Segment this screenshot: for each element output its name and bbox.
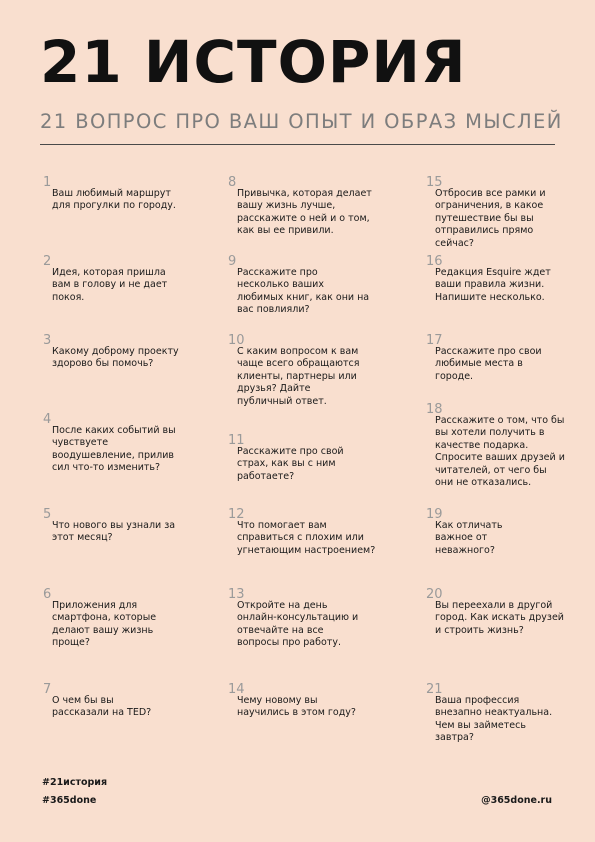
question-item [426, 402, 585, 489]
question-number: 9 [228, 254, 237, 269]
question-text: Расскажите про свои любимые места в городе. [435, 346, 542, 382]
question-text: После каких событий вы чувствуете воодушевление, прилив сил что-то изменить? [52, 425, 176, 474]
question-number: 20 [426, 587, 443, 602]
question-text: Редакция Esquire ждет ваши правила жизни. Напишите несколько. [435, 267, 551, 303]
question-item [228, 682, 387, 720]
question-item [228, 333, 387, 408]
divider [40, 144, 555, 145]
question-item [426, 587, 585, 637]
site-handle: @365done.ru [481, 795, 552, 806]
question-number: 12 [228, 507, 245, 522]
question-text: Идея, которая пришла вам в голову и не дает покоя. [52, 267, 168, 303]
question-number: 3 [43, 333, 52, 348]
question-number: 2 [43, 254, 52, 269]
question-number: 1 [43, 175, 52, 190]
question-text: С каким вопросом к вам чаще всего обращаются клиенты, партнеры или друзья? Дайте публичный ответ. [237, 346, 360, 407]
question-item [43, 175, 202, 213]
hashtag-365done: #365done [42, 795, 97, 806]
question-number: 16 [426, 254, 443, 269]
page-title: 21 ИСТОРИЯ [40, 28, 467, 96]
question-item [426, 333, 585, 383]
page-subtitle: 21 ВОПРОС ПРО ВАШ ОПЫТ И ОБРАЗ МЫСЛЕЙ [40, 110, 563, 133]
question-item [228, 254, 387, 317]
question-number: 13 [228, 587, 245, 602]
question-text: О чем бы вы рассказали на TED? [52, 695, 152, 719]
question-text: Расскажите про свой страх, как вы с ним работаете? [237, 446, 344, 482]
question-number: 5 [43, 507, 52, 522]
question-number: 11 [228, 433, 245, 448]
hashtag-21istoriya: #21история [42, 777, 108, 788]
question-number: 18 [426, 402, 443, 417]
question-text: Привычка, которая делает вашу жизнь лучше, расскажите о ней и о том, как вы ее привили. [237, 188, 372, 237]
question-item [228, 587, 387, 650]
question-item [228, 175, 387, 238]
question-item [43, 682, 202, 720]
question-item [43, 412, 202, 475]
question-item [426, 682, 585, 745]
question-number: 6 [43, 587, 52, 602]
question-text: Ваш любимый маршрут для прогулки по городу. [52, 188, 176, 212]
question-item [43, 254, 202, 304]
question-text: Что помогает вам справиться с плохим или угнетающим настроением? [237, 520, 376, 556]
question-item [228, 433, 387, 483]
question-text: Чему новому вы научились в этом году? [237, 695, 356, 719]
question-number: 19 [426, 507, 443, 522]
question-text: Как отличать важное от неважного? [435, 520, 503, 556]
question-text: Расскажите о том, что бы вы хотели получить в качестве подарка. Спросите ваших друзей и читателей, от чего бы они не отказались. [435, 415, 565, 489]
question-number: 17 [426, 333, 443, 348]
question-item [43, 333, 202, 371]
question-item [228, 507, 387, 557]
question-text: Приложения для смартфона, которые делают вашу жизнь проще? [52, 600, 157, 649]
question-number: 4 [43, 412, 52, 427]
question-text: Расскажите про несколько ваших любимых книг, как они на вас повлияли? [237, 267, 370, 316]
question-number: 7 [43, 682, 52, 697]
question-item [43, 587, 202, 650]
question-item [426, 507, 585, 557]
question-text: Ваша профессия внезапно неактуальна. Чем вы займетесь завтра? [435, 695, 553, 744]
question-text: Откройте на день онлайн-консультацию и отвечайте на все вопросы про работу. [237, 600, 359, 649]
question-item [426, 254, 585, 304]
question-item [426, 175, 585, 250]
question-text: Какому доброму проекту здорово бы помочь? [52, 346, 179, 370]
question-number: 10 [228, 333, 245, 348]
question-number: 21 [426, 682, 443, 697]
question-item [43, 507, 202, 545]
question-text: Что нового вы узнали за этот месяц? [52, 520, 176, 544]
question-number: 14 [228, 682, 245, 697]
question-text: Вы переехали в другой город. Как искать друзей и строить жизнь? [435, 600, 564, 636]
question-text: Отбросив все рамки и ограничения, в какое путешествие бы вы отправились прямо сейчас? [435, 188, 546, 249]
question-number: 15 [426, 175, 443, 190]
question-number: 8 [228, 175, 237, 190]
